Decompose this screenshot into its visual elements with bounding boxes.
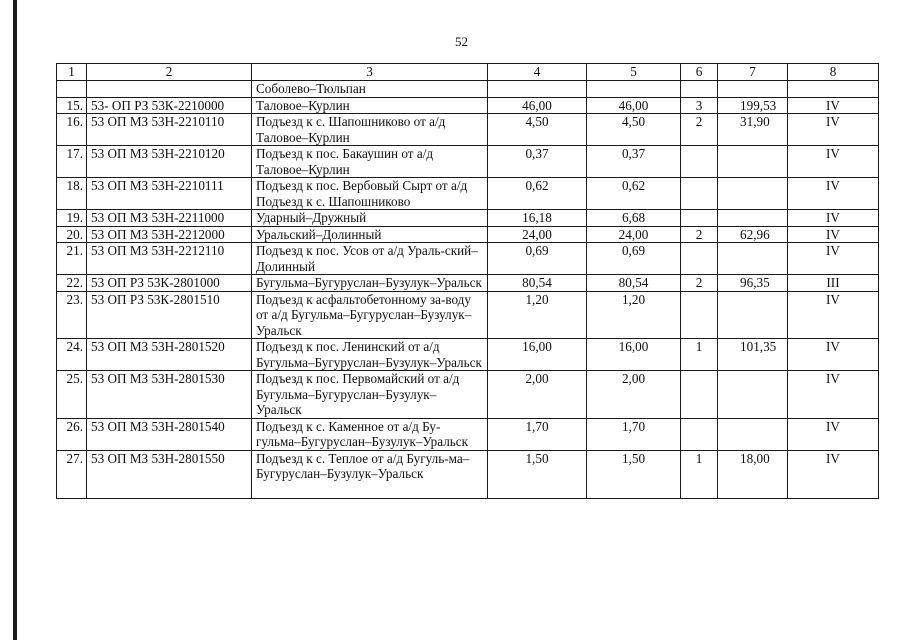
value-col4-cell: 24,00 <box>488 226 587 243</box>
road-code-cell: 53 ОП МЗ 53Н-2801540 <box>87 418 252 450</box>
value-col5-cell: 80,54 <box>587 275 681 292</box>
road-code-cell: 53 ОП РЗ 53К-2801000 <box>87 275 252 292</box>
value-col5-cell: 6,68 <box>587 210 681 227</box>
category-cell: IV <box>788 418 879 450</box>
value-col6-cell: 1 <box>681 339 718 371</box>
table-row <box>57 339 879 371</box>
road-name-cell: Подъезд к с. Теплое от а/д Бугуль-ма–Бугуруслан–Бузулук–Уральск <box>252 450 488 498</box>
header-cell: 2 <box>87 64 252 81</box>
value-col4-cell: 80,54 <box>488 275 587 292</box>
table-row <box>57 146 879 178</box>
category-cell: IV <box>788 291 879 339</box>
value-col6-cell <box>681 243 718 275</box>
row-number-cell: 15. <box>57 97 87 114</box>
value-col7-cell <box>718 243 788 275</box>
road-code-cell: 53 ОП МЗ 53Н-2801530 <box>87 371 252 419</box>
page-number: 52 <box>455 34 468 49</box>
table-body <box>57 64 879 499</box>
row-number-cell: 16. <box>57 114 87 146</box>
category-cell: IV <box>788 371 879 419</box>
row-number-cell: 24. <box>57 339 87 371</box>
road-name-cell: Подъезд к с. Каменное от а/д Бу-гульма–Бугуруслан–Бузулук–Уральск <box>252 418 488 450</box>
row-number-cell: 23. <box>57 291 87 339</box>
value-col4-cell: 16,00 <box>488 339 587 371</box>
road-name-cell: Подъезд к пос. Первомайский от а/д Бугульма–Бугуруслан–Бузулук– Уральск <box>252 371 488 419</box>
value-col5-cell: 2,00 <box>587 371 681 419</box>
table-row <box>57 450 879 498</box>
value-col4-cell: 4,50 <box>488 114 587 146</box>
table-row <box>57 291 879 339</box>
row-number-cell: 19. <box>57 210 87 227</box>
value-col4-cell: 0,69 <box>488 243 587 275</box>
value-col7-cell: 96,35 <box>718 275 788 292</box>
row-number-cell: 26. <box>57 418 87 450</box>
value-col5-cell: 16,00 <box>587 339 681 371</box>
value-col6-cell <box>681 210 718 227</box>
row-number-cell: 27. <box>57 450 87 498</box>
road-code-cell: 53 ОП МЗ 53Н-2212110 <box>87 243 252 275</box>
value-col5-cell: 1,70 <box>587 418 681 450</box>
category-cell: IV <box>788 226 879 243</box>
road-name-cell: Подъезд к пос. Ленинский от а/д Бугульма–Бугуруслан–Бузулук–Уральск <box>252 339 488 371</box>
value-col7-cell <box>718 81 788 98</box>
header-cell: 5 <box>587 64 681 81</box>
road-name-cell: Ударный–Дружный <box>252 210 488 227</box>
category-cell: IV <box>788 243 879 275</box>
road-code-cell: 53 ОП МЗ 53Н-2210120 <box>87 146 252 178</box>
value-col7-cell: 18,00 <box>718 450 788 498</box>
value-col6-cell <box>681 81 718 98</box>
road-name-cell: Подъезд к пос. Бакаушин от а/д Таловое–Курлин <box>252 146 488 178</box>
road-code-cell: 53 ОП МЗ 53Н-2211000 <box>87 210 252 227</box>
value-col5-cell: 1,50 <box>587 450 681 498</box>
road-name-cell: Уральский–Долинный <box>252 226 488 243</box>
table-row <box>57 418 879 450</box>
value-col7-cell <box>718 291 788 339</box>
table-row <box>57 178 879 210</box>
category-cell: IV <box>788 97 879 114</box>
header-cell: 8 <box>788 64 879 81</box>
road-name-cell: Подъезд к пос. Усов от а/д Ураль-ский–Долинный <box>252 243 488 275</box>
value-col6-cell: 2 <box>681 275 718 292</box>
road-code-cell: 53 ОП МЗ 53Н-2801550 <box>87 450 252 498</box>
value-col5-cell: 0,37 <box>587 146 681 178</box>
road-name-cell: Бугульма–Бугуруслан–Бузулук–Уральск <box>252 275 488 292</box>
value-col4-cell: 0,62 <box>488 178 587 210</box>
category-cell: IV <box>788 114 879 146</box>
value-col5-cell: 1,20 <box>587 291 681 339</box>
header-cell: 7 <box>718 64 788 81</box>
category-cell: IV <box>788 178 879 210</box>
value-col4-cell: 1,70 <box>488 418 587 450</box>
road-name-cell: Подъезд к с. Шапошниково от а/д Таловое–Курлин <box>252 114 488 146</box>
road-name-cell: Подъезд к пос. Вербовый Сырт от а/д Подъезд к с. Шапошниково <box>252 178 488 210</box>
table-row <box>57 226 879 243</box>
table-row <box>57 210 879 227</box>
value-col4-cell: 1,20 <box>488 291 587 339</box>
value-col6-cell <box>681 178 718 210</box>
header-cell: 6 <box>681 64 718 81</box>
road-code-cell: 53 ОП МЗ 53Н-2210111 <box>87 178 252 210</box>
table-row <box>57 97 879 114</box>
category-cell: IV <box>788 450 879 498</box>
value-col6-cell: 1 <box>681 450 718 498</box>
header-cell: 4 <box>488 64 587 81</box>
header-cell: 1 <box>57 64 87 81</box>
row-number-cell: 18. <box>57 178 87 210</box>
value-col6-cell <box>681 418 718 450</box>
value-col5-cell: 4,50 <box>587 114 681 146</box>
road-code-cell: 53- ОП РЗ 53К-2210000 <box>87 97 252 114</box>
header-cell: 3 <box>252 64 488 81</box>
road-name-cell: Соболево–Тюльпан <box>252 81 488 98</box>
road-code-cell: 53 ОП РЗ 53К-2801510 <box>87 291 252 339</box>
table-row <box>57 371 879 419</box>
value-col5-cell: 46,00 <box>587 97 681 114</box>
value-col4-cell: 1,50 <box>488 450 587 498</box>
scan-edge-line <box>13 0 17 640</box>
value-col6-cell: 2 <box>681 114 718 146</box>
row-number-cell: 25. <box>57 371 87 419</box>
road-code-cell: 53 ОП МЗ 53Н-2210110 <box>87 114 252 146</box>
value-col4-cell: 0,37 <box>488 146 587 178</box>
row-number-cell: 21. <box>57 243 87 275</box>
table-row <box>57 275 879 292</box>
value-col7-cell <box>718 146 788 178</box>
value-col7-cell <box>718 210 788 227</box>
row-number-cell: 22. <box>57 275 87 292</box>
value-col6-cell: 2 <box>681 226 718 243</box>
row-number-cell <box>57 81 87 98</box>
roads-table <box>56 63 879 499</box>
road-code-cell: 53 ОП МЗ 53Н-2212000 <box>87 226 252 243</box>
value-col6-cell <box>681 291 718 339</box>
value-col7-cell: 62,96 <box>718 226 788 243</box>
road-name-cell: Таловое–Курлин <box>252 97 488 114</box>
table-row <box>57 81 879 98</box>
value-col5-cell <box>587 81 681 98</box>
value-col7-cell <box>718 418 788 450</box>
category-cell: IV <box>788 210 879 227</box>
value-col4-cell <box>488 81 587 98</box>
value-col5-cell: 24,00 <box>587 226 681 243</box>
road-name-cell: Подъезд к асфальтобетонному за-воду от а/д Бугульма–Бугуруслан–Бузулук–Уральск <box>252 291 488 339</box>
value-col7-cell: 199,53 <box>718 97 788 114</box>
value-col4-cell: 16,18 <box>488 210 587 227</box>
table-row <box>57 114 879 146</box>
category-cell: IV <box>788 339 879 371</box>
row-number-cell: 20. <box>57 226 87 243</box>
category-cell <box>788 81 879 98</box>
row-number-cell: 17. <box>57 146 87 178</box>
category-cell: IV <box>788 146 879 178</box>
value-col7-cell: 31,90 <box>718 114 788 146</box>
value-col7-cell: 101,35 <box>718 339 788 371</box>
value-col6-cell <box>681 146 718 178</box>
road-code-cell: 53 ОП МЗ 53Н-2801520 <box>87 339 252 371</box>
value-col4-cell: 2,00 <box>488 371 587 419</box>
value-col5-cell: 0,69 <box>587 243 681 275</box>
value-col4-cell: 46,00 <box>488 97 587 114</box>
value-col7-cell <box>718 178 788 210</box>
road-code-cell <box>87 81 252 98</box>
table-row <box>57 243 879 275</box>
category-cell: III <box>788 275 879 292</box>
value-col6-cell <box>681 371 718 419</box>
value-col5-cell: 0,62 <box>587 178 681 210</box>
value-col7-cell <box>718 371 788 419</box>
table-header-row <box>57 64 879 81</box>
value-col6-cell: 3 <box>681 97 718 114</box>
